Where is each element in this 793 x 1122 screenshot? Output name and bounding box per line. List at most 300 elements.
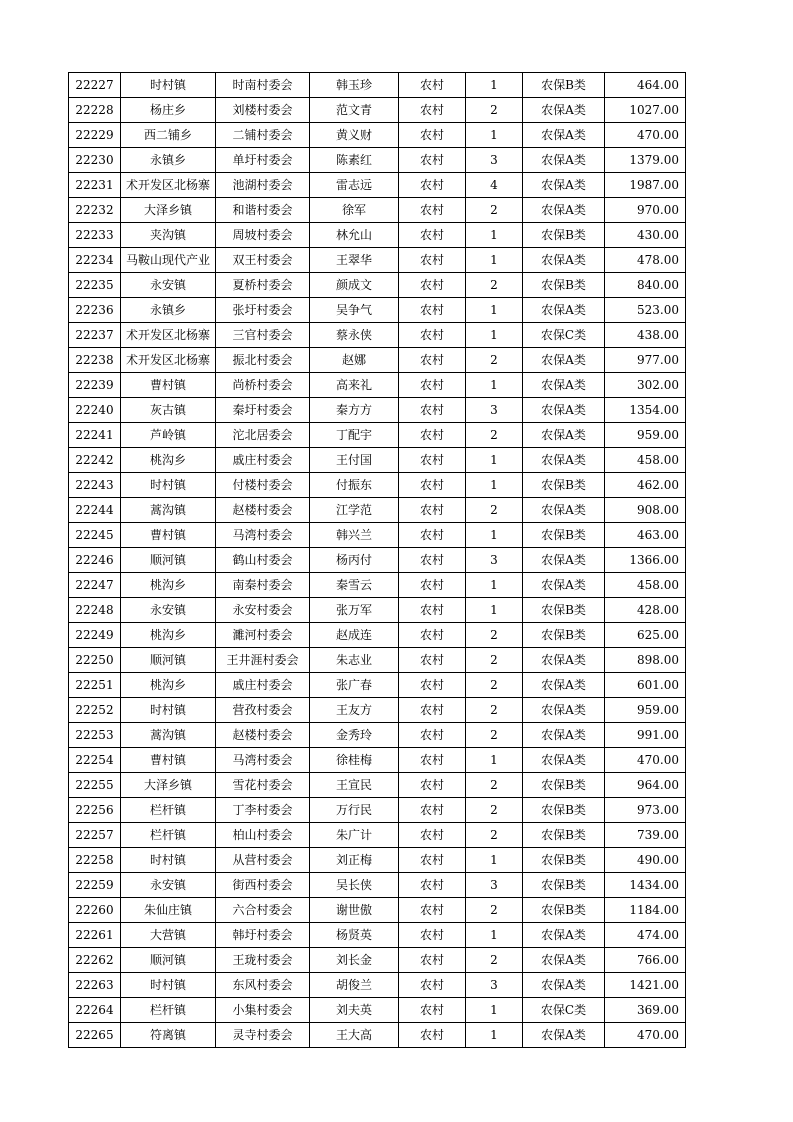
- record-id-cell: 22256: [69, 798, 121, 823]
- table-row: [69, 348, 686, 373]
- person-name-cell: 林允山: [310, 223, 399, 248]
- household-count-cell: 3: [466, 548, 523, 573]
- amount-cell: 474.00: [605, 923, 686, 948]
- village-committee-cell: 鹤山村委会: [216, 548, 310, 573]
- town-cell: 蒿沟镇: [121, 723, 216, 748]
- insurance-category-cell: 农保A类: [523, 423, 605, 448]
- insurance-category-cell: 农保A类: [523, 148, 605, 173]
- table-row: [69, 798, 686, 823]
- record-id-cell: 22231: [69, 173, 121, 198]
- amount-cell: 458.00: [605, 573, 686, 598]
- town-cell: 术开发区北杨寨: [121, 323, 216, 348]
- household-count-cell: 2: [466, 273, 523, 298]
- table-row: [69, 223, 686, 248]
- insurance-category-cell: 农保A类: [523, 723, 605, 748]
- residence-type-cell: 农村: [399, 998, 466, 1023]
- table-row: [69, 173, 686, 198]
- village-committee-cell: 丁李村委会: [216, 798, 310, 823]
- residence-type-cell: 农村: [399, 923, 466, 948]
- household-count-cell: 2: [466, 648, 523, 673]
- record-id-cell: 22262: [69, 948, 121, 973]
- insurance-category-cell: 农保B类: [523, 73, 605, 98]
- amount-cell: 430.00: [605, 223, 686, 248]
- record-id-cell: 22230: [69, 148, 121, 173]
- person-name-cell: 徐桂梅: [310, 748, 399, 773]
- insurance-category-cell: 农保B类: [523, 523, 605, 548]
- record-id-cell: 22251: [69, 673, 121, 698]
- insurance-category-cell: 农保A类: [523, 298, 605, 323]
- amount-cell: 490.00: [605, 848, 686, 873]
- town-cell: 桃沟乡: [121, 673, 216, 698]
- table-row: [69, 598, 686, 623]
- village-committee-cell: 濉河村委会: [216, 623, 310, 648]
- village-committee-cell: 刘楼村委会: [216, 98, 310, 123]
- person-name-cell: 王大高: [310, 1023, 399, 1048]
- record-id-cell: 22239: [69, 373, 121, 398]
- household-count-cell: 1: [466, 598, 523, 623]
- table-row: [69, 473, 686, 498]
- town-cell: 曹村镇: [121, 523, 216, 548]
- table-row: [69, 248, 686, 273]
- record-id-cell: 22228: [69, 98, 121, 123]
- residence-type-cell: 农村: [399, 848, 466, 873]
- amount-cell: 470.00: [605, 123, 686, 148]
- person-name-cell: 吴争气: [310, 298, 399, 323]
- record-id-cell: 22261: [69, 923, 121, 948]
- residence-type-cell: 农村: [399, 623, 466, 648]
- insurance-category-cell: 农保C类: [523, 998, 605, 1023]
- town-cell: 时村镇: [121, 73, 216, 98]
- amount-cell: 959.00: [605, 698, 686, 723]
- residence-type-cell: 农村: [399, 298, 466, 323]
- table-row: [69, 398, 686, 423]
- amount-cell: 464.00: [605, 73, 686, 98]
- residence-type-cell: 农村: [399, 798, 466, 823]
- village-committee-cell: 戚庄村委会: [216, 448, 310, 473]
- village-committee-cell: 双王村委会: [216, 248, 310, 273]
- table-row: [69, 823, 686, 848]
- amount-cell: 1366.00: [605, 548, 686, 573]
- table-row: [69, 98, 686, 123]
- person-name-cell: 朱广计: [310, 823, 399, 848]
- amount-cell: 959.00: [605, 423, 686, 448]
- person-name-cell: 王友方: [310, 698, 399, 723]
- amount-cell: 840.00: [605, 273, 686, 298]
- household-count-cell: 1: [466, 248, 523, 273]
- town-cell: 芦岭镇: [121, 423, 216, 448]
- village-committee-cell: 振北村委会: [216, 348, 310, 373]
- town-cell: 术开发区北杨寨: [121, 173, 216, 198]
- village-committee-cell: 池湖村委会: [216, 173, 310, 198]
- town-cell: 灰古镇: [121, 398, 216, 423]
- residence-type-cell: 农村: [399, 148, 466, 173]
- residence-type-cell: 农村: [399, 773, 466, 798]
- town-cell: 曹村镇: [121, 373, 216, 398]
- town-cell: 时村镇: [121, 848, 216, 873]
- person-name-cell: 徐军: [310, 198, 399, 223]
- table-row: [69, 148, 686, 173]
- amount-cell: 973.00: [605, 798, 686, 823]
- record-id-cell: 22236: [69, 298, 121, 323]
- town-cell: 蒿沟镇: [121, 498, 216, 523]
- insurance-category-cell: 农保A类: [523, 923, 605, 948]
- insurance-category-cell: 农保B类: [523, 798, 605, 823]
- household-count-cell: 3: [466, 873, 523, 898]
- village-committee-cell: 夏桥村委会: [216, 273, 310, 298]
- household-count-cell: 1: [466, 473, 523, 498]
- amount-cell: 470.00: [605, 1023, 686, 1048]
- town-cell: 永安镇: [121, 873, 216, 898]
- residence-type-cell: 农村: [399, 673, 466, 698]
- amount-cell: 1379.00: [605, 148, 686, 173]
- amount-cell: 739.00: [605, 823, 686, 848]
- record-id-cell: 22243: [69, 473, 121, 498]
- insurance-category-cell: 农保A类: [523, 123, 605, 148]
- insurance-category-cell: 农保C类: [523, 323, 605, 348]
- amount-cell: 302.00: [605, 373, 686, 398]
- person-name-cell: 江学范: [310, 498, 399, 523]
- residence-type-cell: 农村: [399, 898, 466, 923]
- person-name-cell: 赵娜: [310, 348, 399, 373]
- insurance-category-cell: 农保B类: [523, 773, 605, 798]
- household-count-cell: 2: [466, 898, 523, 923]
- town-cell: 符离镇: [121, 1023, 216, 1048]
- residence-type-cell: 农村: [399, 648, 466, 673]
- town-cell: 永镇乡: [121, 148, 216, 173]
- residence-type-cell: 农村: [399, 523, 466, 548]
- amount-cell: 1987.00: [605, 173, 686, 198]
- household-count-cell: 2: [466, 98, 523, 123]
- insurance-category-cell: 农保B类: [523, 473, 605, 498]
- record-id-cell: 22249: [69, 623, 121, 648]
- insurance-category-cell: 农保A类: [523, 373, 605, 398]
- amount-cell: 470.00: [605, 748, 686, 773]
- residence-type-cell: 农村: [399, 223, 466, 248]
- table-row: [69, 948, 686, 973]
- household-count-cell: 1: [466, 848, 523, 873]
- village-committee-cell: 王珑村委会: [216, 948, 310, 973]
- table-row: [69, 373, 686, 398]
- village-committee-cell: 灵寺村委会: [216, 1023, 310, 1048]
- record-id-cell: 22245: [69, 523, 121, 548]
- household-count-cell: 2: [466, 498, 523, 523]
- person-name-cell: 杨贤英: [310, 923, 399, 948]
- table-row: [69, 773, 686, 798]
- village-committee-cell: 三官村委会: [216, 323, 310, 348]
- table-row: [69, 323, 686, 348]
- insurance-category-cell: 农保A类: [523, 573, 605, 598]
- record-id-cell: 22244: [69, 498, 121, 523]
- household-count-cell: 1: [466, 523, 523, 548]
- amount-cell: 766.00: [605, 948, 686, 973]
- table-row: [69, 1023, 686, 1048]
- record-id-cell: 22241: [69, 423, 121, 448]
- person-name-cell: 谢世傲: [310, 898, 399, 923]
- record-id-cell: 22260: [69, 898, 121, 923]
- household-count-cell: 2: [466, 198, 523, 223]
- village-committee-cell: 小集村委会: [216, 998, 310, 1023]
- person-name-cell: 刘长金: [310, 948, 399, 973]
- insurance-category-cell: 农保A类: [523, 98, 605, 123]
- residence-type-cell: 农村: [399, 948, 466, 973]
- household-count-cell: 1: [466, 323, 523, 348]
- record-id-cell: 22246: [69, 548, 121, 573]
- person-name-cell: 雷志远: [310, 173, 399, 198]
- person-name-cell: 秦方方: [310, 398, 399, 423]
- village-committee-cell: 南秦村委会: [216, 573, 310, 598]
- amount-cell: 463.00: [605, 523, 686, 548]
- village-committee-cell: 赵楼村委会: [216, 498, 310, 523]
- table-row: [69, 998, 686, 1023]
- town-cell: 术开发区北杨寨: [121, 348, 216, 373]
- table-row: [69, 848, 686, 873]
- record-id-cell: 22232: [69, 198, 121, 223]
- household-count-cell: 1: [466, 298, 523, 323]
- town-cell: 大泽乡镇: [121, 198, 216, 223]
- person-name-cell: 颜成文: [310, 273, 399, 298]
- insurance-category-cell: 农保A类: [523, 748, 605, 773]
- table-row: [69, 748, 686, 773]
- household-count-cell: 3: [466, 148, 523, 173]
- amount-cell: 908.00: [605, 498, 686, 523]
- insurance-category-cell: 农保A类: [523, 248, 605, 273]
- village-committee-cell: 从营村委会: [216, 848, 310, 873]
- village-committee-cell: 时南村委会: [216, 73, 310, 98]
- record-id-cell: 22248: [69, 598, 121, 623]
- household-count-cell: 1: [466, 573, 523, 598]
- table-row: [69, 73, 686, 98]
- village-committee-cell: 雪花村委会: [216, 773, 310, 798]
- person-name-cell: 刘夫英: [310, 998, 399, 1023]
- table-row: [69, 673, 686, 698]
- person-name-cell: 韩兴兰: [310, 523, 399, 548]
- person-name-cell: 付振东: [310, 473, 399, 498]
- insurance-category-cell: 农保A类: [523, 348, 605, 373]
- town-cell: 栏杆镇: [121, 798, 216, 823]
- insurance-category-cell: 农保B类: [523, 873, 605, 898]
- town-cell: 杨庄乡: [121, 98, 216, 123]
- person-name-cell: 朱志业: [310, 648, 399, 673]
- table-row: [69, 623, 686, 648]
- household-count-cell: 1: [466, 373, 523, 398]
- town-cell: 夹沟镇: [121, 223, 216, 248]
- town-cell: 时村镇: [121, 473, 216, 498]
- insurance-category-cell: 农保A类: [523, 1023, 605, 1048]
- table-row: [69, 548, 686, 573]
- record-id-cell: 22254: [69, 748, 121, 773]
- residence-type-cell: 农村: [399, 748, 466, 773]
- village-committee-cell: 和谐村委会: [216, 198, 310, 223]
- household-count-cell: 2: [466, 773, 523, 798]
- village-committee-cell: 尚桥村委会: [216, 373, 310, 398]
- village-committee-cell: 柏山村委会: [216, 823, 310, 848]
- record-id-cell: 22234: [69, 248, 121, 273]
- household-count-cell: 4: [466, 173, 523, 198]
- table-row: [69, 198, 686, 223]
- town-cell: 栏杆镇: [121, 998, 216, 1023]
- town-cell: 桃沟乡: [121, 448, 216, 473]
- person-name-cell: 吴长侠: [310, 873, 399, 898]
- record-id-cell: 22265: [69, 1023, 121, 1048]
- town-cell: 时村镇: [121, 698, 216, 723]
- household-count-cell: 1: [466, 923, 523, 948]
- record-id-cell: 22240: [69, 398, 121, 423]
- residence-type-cell: 农村: [399, 248, 466, 273]
- household-count-cell: 2: [466, 823, 523, 848]
- insurance-category-cell: 农保B类: [523, 898, 605, 923]
- record-id-cell: 22263: [69, 973, 121, 998]
- person-name-cell: 胡俊兰: [310, 973, 399, 998]
- insurance-category-cell: 农保B类: [523, 273, 605, 298]
- insurance-category-cell: 农保B类: [523, 823, 605, 848]
- village-committee-cell: 马湾村委会: [216, 523, 310, 548]
- amount-cell: 523.00: [605, 298, 686, 323]
- person-name-cell: 陈素红: [310, 148, 399, 173]
- person-name-cell: 王付国: [310, 448, 399, 473]
- residence-type-cell: 农村: [399, 598, 466, 623]
- insurance-category-cell: 农保A类: [523, 698, 605, 723]
- residence-type-cell: 农村: [399, 373, 466, 398]
- town-cell: 永安镇: [121, 273, 216, 298]
- town-cell: 桃沟乡: [121, 573, 216, 598]
- person-name-cell: 范文青: [310, 98, 399, 123]
- residence-type-cell: 农村: [399, 398, 466, 423]
- village-committee-cell: 赵楼村委会: [216, 723, 310, 748]
- village-committee-cell: 马湾村委会: [216, 748, 310, 773]
- residence-type-cell: 农村: [399, 823, 466, 848]
- record-id-cell: 22233: [69, 223, 121, 248]
- village-committee-cell: 营孜村委会: [216, 698, 310, 723]
- record-id-cell: 22255: [69, 773, 121, 798]
- household-count-cell: 2: [466, 798, 523, 823]
- amount-cell: 1354.00: [605, 398, 686, 423]
- table-row: [69, 123, 686, 148]
- person-name-cell: 高来礼: [310, 373, 399, 398]
- town-cell: 朱仙庄镇: [121, 898, 216, 923]
- amount-cell: 964.00: [605, 773, 686, 798]
- table-row: [69, 523, 686, 548]
- residence-type-cell: 农村: [399, 873, 466, 898]
- record-id-cell: 22242: [69, 448, 121, 473]
- town-cell: 永安镇: [121, 598, 216, 623]
- record-id-cell: 22238: [69, 348, 121, 373]
- person-name-cell: 张广春: [310, 673, 399, 698]
- town-cell: 大泽乡镇: [121, 773, 216, 798]
- person-name-cell: 赵成连: [310, 623, 399, 648]
- record-id-cell: 22264: [69, 998, 121, 1023]
- amount-cell: 428.00: [605, 598, 686, 623]
- residence-type-cell: 农村: [399, 323, 466, 348]
- person-name-cell: 蔡永侠: [310, 323, 399, 348]
- residence-type-cell: 农村: [399, 573, 466, 598]
- household-count-cell: 1: [466, 1023, 523, 1048]
- village-committee-cell: 单圩村委会: [216, 148, 310, 173]
- village-committee-cell: 六合村委会: [216, 898, 310, 923]
- household-count-cell: 2: [466, 723, 523, 748]
- village-committee-cell: 王井涯村委会: [216, 648, 310, 673]
- residence-type-cell: 农村: [399, 723, 466, 748]
- insurance-category-cell: 农保A类: [523, 548, 605, 573]
- village-committee-cell: 张圩村委会: [216, 298, 310, 323]
- person-name-cell: 张万军: [310, 598, 399, 623]
- insurance-category-cell: 农保B类: [523, 848, 605, 873]
- town-cell: 曹村镇: [121, 748, 216, 773]
- amount-cell: 369.00: [605, 998, 686, 1023]
- household-count-cell: 2: [466, 673, 523, 698]
- record-id-cell: 22247: [69, 573, 121, 598]
- person-name-cell: 王宣民: [310, 773, 399, 798]
- household-count-cell: 1: [466, 998, 523, 1023]
- person-name-cell: 刘正梅: [310, 848, 399, 873]
- household-count-cell: 2: [466, 948, 523, 973]
- table-row: [69, 648, 686, 673]
- residence-type-cell: 农村: [399, 423, 466, 448]
- household-count-cell: 2: [466, 348, 523, 373]
- household-count-cell: 3: [466, 398, 523, 423]
- person-name-cell: 万行民: [310, 798, 399, 823]
- amount-cell: 1434.00: [605, 873, 686, 898]
- town-cell: 马鞍山现代产业: [121, 248, 216, 273]
- amount-cell: 458.00: [605, 448, 686, 473]
- person-name-cell: 王翠华: [310, 248, 399, 273]
- person-name-cell: 韩玉珍: [310, 73, 399, 98]
- person-name-cell: 丁配宇: [310, 423, 399, 448]
- residence-type-cell: 农村: [399, 498, 466, 523]
- residence-type-cell: 农村: [399, 198, 466, 223]
- insurance-category-cell: 农保A类: [523, 398, 605, 423]
- table-row: [69, 498, 686, 523]
- village-committee-cell: 永安村委会: [216, 598, 310, 623]
- residence-type-cell: 农村: [399, 73, 466, 98]
- residence-type-cell: 农村: [399, 123, 466, 148]
- town-cell: 栏杆镇: [121, 823, 216, 848]
- amount-cell: 991.00: [605, 723, 686, 748]
- residence-type-cell: 农村: [399, 98, 466, 123]
- residence-type-cell: 农村: [399, 273, 466, 298]
- village-committee-cell: 韩圩村委会: [216, 923, 310, 948]
- household-count-cell: 1: [466, 123, 523, 148]
- amount-cell: 478.00: [605, 248, 686, 273]
- insurance-category-cell: 农保A类: [523, 173, 605, 198]
- person-name-cell: 金秀玲: [310, 723, 399, 748]
- town-cell: 大营镇: [121, 923, 216, 948]
- village-committee-cell: 戚庄村委会: [216, 673, 310, 698]
- table-row: [69, 873, 686, 898]
- town-cell: 顺河镇: [121, 948, 216, 973]
- person-name-cell: 杨丙付: [310, 548, 399, 573]
- insurance-category-cell: 农保A类: [523, 498, 605, 523]
- amount-cell: 898.00: [605, 648, 686, 673]
- village-committee-cell: 秦圩村委会: [216, 398, 310, 423]
- insurance-category-cell: 农保A类: [523, 648, 605, 673]
- village-committee-cell: 周坡村委会: [216, 223, 310, 248]
- table-row: [69, 448, 686, 473]
- table-row: [69, 423, 686, 448]
- village-committee-cell: 街西村委会: [216, 873, 310, 898]
- town-cell: 时村镇: [121, 973, 216, 998]
- household-count-cell: 1: [466, 73, 523, 98]
- records-table: [68, 72, 686, 1048]
- household-count-cell: 1: [466, 223, 523, 248]
- record-id-cell: 22227: [69, 73, 121, 98]
- insurance-category-cell: 农保A类: [523, 973, 605, 998]
- insurance-category-cell: 农保A类: [523, 673, 605, 698]
- table-row: [69, 923, 686, 948]
- records-table-body: [69, 73, 686, 1048]
- record-id-cell: 22253: [69, 723, 121, 748]
- table-row: [69, 973, 686, 998]
- residence-type-cell: 农村: [399, 448, 466, 473]
